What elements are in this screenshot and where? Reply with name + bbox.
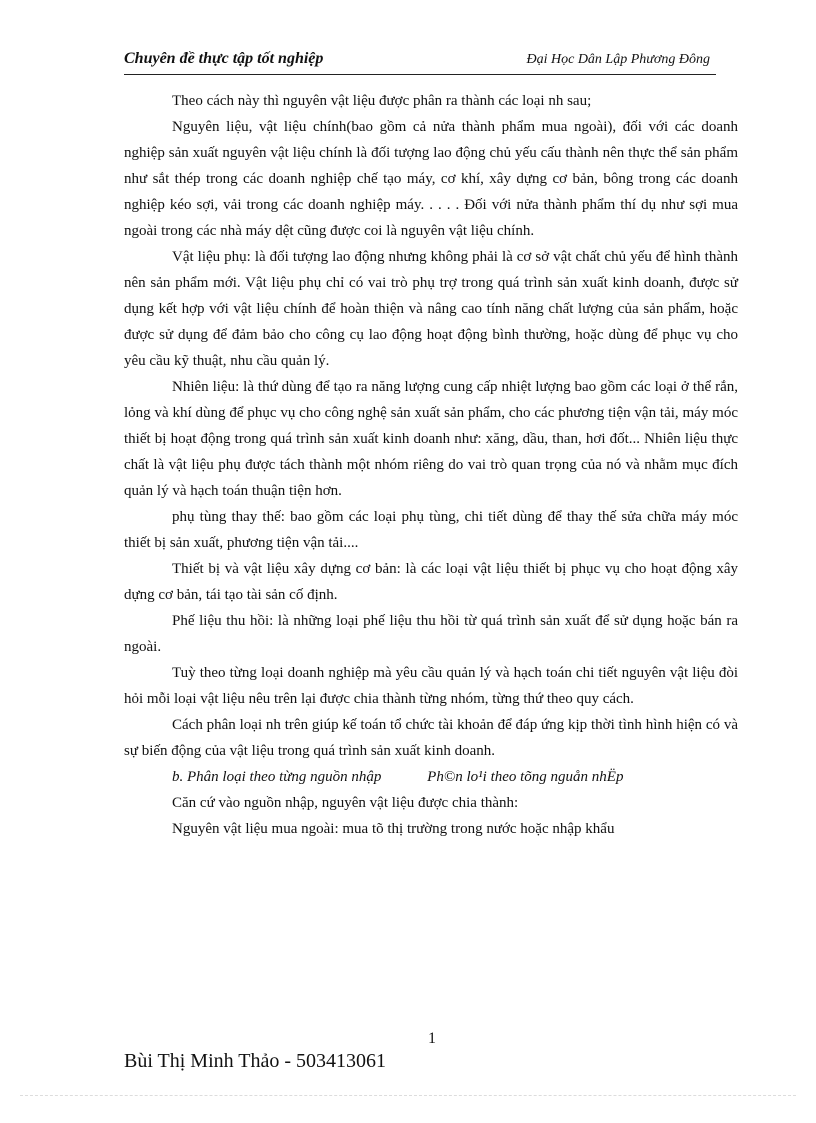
paragraph-spare-parts: phụ tùng thay thế: bao gồm các loại phụ tùng, chi tiết dùng để thay thế sửa chữa máy móc thiết bị sản xuất, phương tiện vận tải.... bbox=[124, 509, 738, 551]
paragraph-construction-equipment: Thiết bị và vật liệu xây dựng cơ bản: là các loại vật liệu thiết bị phục vụ cho hoạt động xây dựng cơ bản, tái tạo tài sản cố định. bbox=[124, 561, 738, 603]
document-body bbox=[124, 88, 738, 842]
header-title: Chuyên đề thực tập tốt nghiệp bbox=[124, 50, 324, 67]
paragraph-scrap: Phế liệu thu hồi: là những loại phế liệu thu hồi từ quá trình sản xuất để sử dụng hoặc bán ra ngoài. bbox=[124, 613, 738, 655]
paragraph-classification-detail: Tuỳ theo từng loại doanh nghiệp mà yêu cầu quản lý và hạch toán chi tiết nguyên vật liệu đòi hỏi mỗi loại vật liệu nêu trên lại được chia thành từng nhóm, từng thứ theo quy cách. bbox=[124, 665, 738, 707]
page-header bbox=[124, 48, 716, 75]
subheading-garbled-text: Ph©n lo¹i theo tõng nguån nhËp bbox=[427, 769, 624, 785]
section-subheading bbox=[124, 764, 738, 790]
page-bottom-divider bbox=[20, 1095, 796, 1096]
subheading-text: b. Phân loại theo từng nguồn nhập bbox=[172, 769, 382, 785]
paragraph-intro: Theo cách này thì nguyên vật liệu được phân ra thành các loại nh sau; bbox=[172, 93, 592, 109]
paragraph-main-materials: Nguyên liệu, vật liệu chính(bao gồm cả nửa thành phẩm mua ngoài), đối với các doanh nghiệp sản xuất nguyên vật liệu chính là đối tượng lao động chủ yếu cấu thành nên thực thể sản phẩm như sắt thép trong các doanh nghiệp chế tạo máy, cơ khí, xây dựng cơ bản, bông trong các doanh nghiệp kéo sợi, vải trong các doanh nghiệp máy. . . . . Đối với nửa thành phẩm thí dụ như sợi mua ngoài trong các nhà máy dệt cũng được coi là nguyên vật liệu chính. bbox=[124, 119, 738, 239]
paragraph-auxiliary-materials: Vật liệu phụ: là đối tượng lao động nhưng không phải là cơ sở vật chất chủ yếu để hình thành nên sản phẩm mới. Vật liệu phụ chỉ có vai trò phụ trợ trong quá trình sản xuất kinh doanh, được sử dụng kết hợp với vật liệu chính để hoàn thiện và nâng cao tính năng chất lượng của sản phẩm, hoặc được sử dụng để đảm bảo cho công cụ lao động hoạt động bình thường, hoặc dùng để phục vụ cho yêu cầu kỹ thuật, nhu cầu quản lý. bbox=[124, 249, 738, 369]
paragraph-classification-purpose: Cách phân loại nh trên giúp kế toán tổ chức tài khoản để đáp ứng kịp thời tình hình hiện có và sự biến động của vật liệu trong quá trình sản xuất kinh doanh. bbox=[124, 717, 738, 759]
author-footer: Bùi Thị Minh Thảo - 503413061 bbox=[124, 1050, 387, 1072]
header-institution: Đại Học Dân Lập Phương Đông bbox=[526, 52, 710, 67]
paragraph-source-intro: Căn cứ vào nguồn nhập, nguyên vật liệu được chia thành: bbox=[172, 795, 519, 811]
paragraph-fuel: Nhiên liệu: là thứ dùng để tạo ra năng lượng cung cấp nhiệt lượng bao gồm các loại ở thể rắn, lỏng và khí dùng để phục vụ cho công nghệ sản xuất sản phẩm, cho các phương tiện vận tải, máy móc thiết bị hoạt động trong quá trình sản xuất kinh doanh như: xăng, dầu, than, hơi đốt... Nhiên liệu thực chất là vật liệu phụ được tách thành một nhóm riêng do vai trò quan trọng của nó và nhằm mục đích quản lý và hạch toán thuận tiện hơn. bbox=[124, 379, 738, 499]
paragraph-purchased-materials: Nguyên vật liệu mua ngoài: mua tõ thị trường trong nước hoặc nhập khẩu bbox=[172, 821, 615, 837]
page-number: 1 bbox=[428, 1030, 436, 1047]
